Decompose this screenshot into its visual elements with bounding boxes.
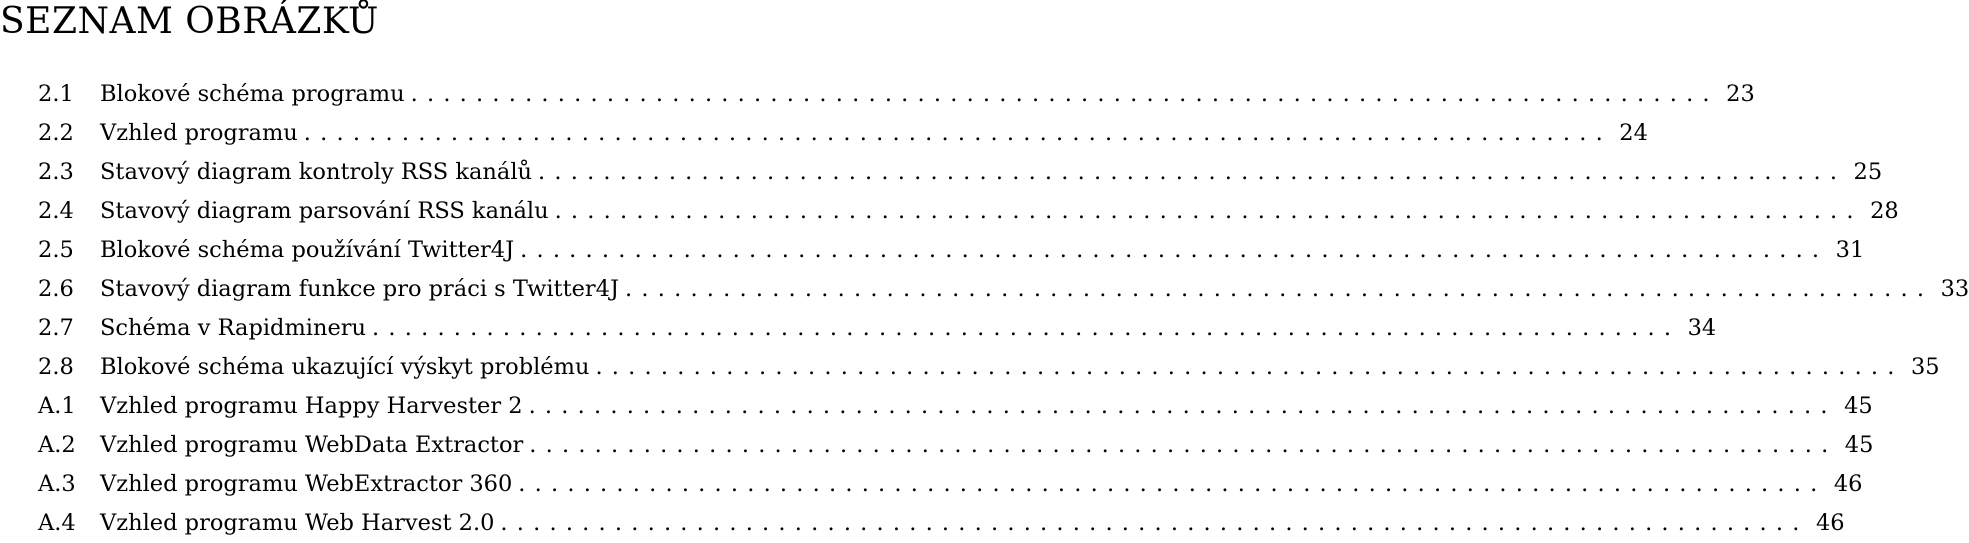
dot-leader: ................................................................................ — [528, 393, 1837, 419]
figure-title: Vzhled programu WebExtractor 360 — [100, 471, 513, 497]
figure-number: 2.1 — [38, 81, 74, 107]
list-item — [38, 192, 1899, 231]
list-item — [38, 153, 1883, 192]
list-item — [38, 309, 1717, 348]
figure-title: Vzhled programu WebData Extractor — [100, 432, 524, 458]
figure-title: Stavový diagram parsování RSS kanálu — [100, 198, 549, 224]
figure-number: A.4 — [38, 510, 76, 536]
list-item — [38, 114, 1648, 153]
page-number: 35 — [1910, 354, 1940, 380]
figure-title: Blokové schéma používání Twitter4J — [100, 237, 515, 263]
dot-leader: ................................................................................ — [303, 120, 1612, 146]
figure-title: Stavový diagram funkce pro práci s Twitter4J — [100, 276, 620, 302]
dot-leader: ................................................................................ — [595, 354, 1904, 380]
dot-leader: ................................................................................ — [538, 159, 1847, 185]
page-number: 34 — [1687, 315, 1717, 341]
page-number: 46 — [1833, 471, 1863, 497]
figure-number: 2.3 — [38, 159, 74, 185]
dot-leader: ................................................................................ — [500, 510, 1809, 536]
dot-leader: ................................................................................ — [554, 198, 1863, 224]
list-item — [38, 75, 1755, 114]
page-number: 28 — [1870, 198, 1899, 224]
figure-number: A.2 — [38, 432, 76, 458]
list-of-figures — [38, 75, 1969, 543]
figure-number: 2.7 — [38, 315, 74, 341]
figure-number: 2.2 — [38, 120, 74, 146]
figure-title: Vzhled programu — [100, 120, 298, 146]
page-number: 24 — [1619, 120, 1648, 146]
page-number: 33 — [1940, 276, 1969, 302]
page-number: 45 — [1844, 393, 1873, 419]
list-item — [38, 465, 1863, 504]
figure-title: Vzhled programu Web Harvest 2.0 — [100, 510, 495, 536]
list-item — [38, 231, 1865, 270]
figure-title: Blokové schéma programu — [100, 81, 405, 107]
page-number: 31 — [1835, 237, 1865, 263]
dot-leader: ................................................................................ — [518, 471, 1827, 497]
page-number: 45 — [1844, 432, 1874, 458]
page-number: 46 — [1815, 510, 1845, 536]
figure-number: 2.6 — [38, 276, 74, 302]
list-item — [38, 270, 1969, 309]
page-number: 25 — [1853, 159, 1883, 185]
list-item — [38, 426, 1874, 465]
figure-number: 2.8 — [38, 354, 74, 380]
figure-number: 2.4 — [38, 198, 74, 224]
dot-leader: ................................................................................ — [410, 81, 1719, 107]
dot-leader: ................................................................................ — [520, 237, 1829, 263]
page-title: SEZNAM OBRÁZKŮ — [0, 1, 379, 42]
page-number: 23 — [1726, 81, 1755, 107]
figure-number: A.3 — [38, 471, 76, 497]
list-item — [38, 504, 1845, 543]
figure-number: A.1 — [38, 393, 76, 419]
list-item — [38, 348, 1940, 387]
figure-title: Blokové schéma ukazující výskyt problému — [100, 354, 590, 380]
figure-title: Vzhled programu Happy Harvester 2 — [100, 393, 523, 419]
figure-title: Schéma v Rapidmineru — [100, 315, 367, 341]
dot-leader: ................................................................................ — [372, 315, 1681, 341]
figure-title: Stavový diagram kontroly RSS kanálů — [100, 159, 533, 185]
list-item — [38, 387, 1873, 426]
dot-leader: ................................................................................ — [625, 276, 1934, 302]
figure-number: 2.5 — [38, 237, 74, 263]
dot-leader: ................................................................................ — [529, 432, 1838, 458]
